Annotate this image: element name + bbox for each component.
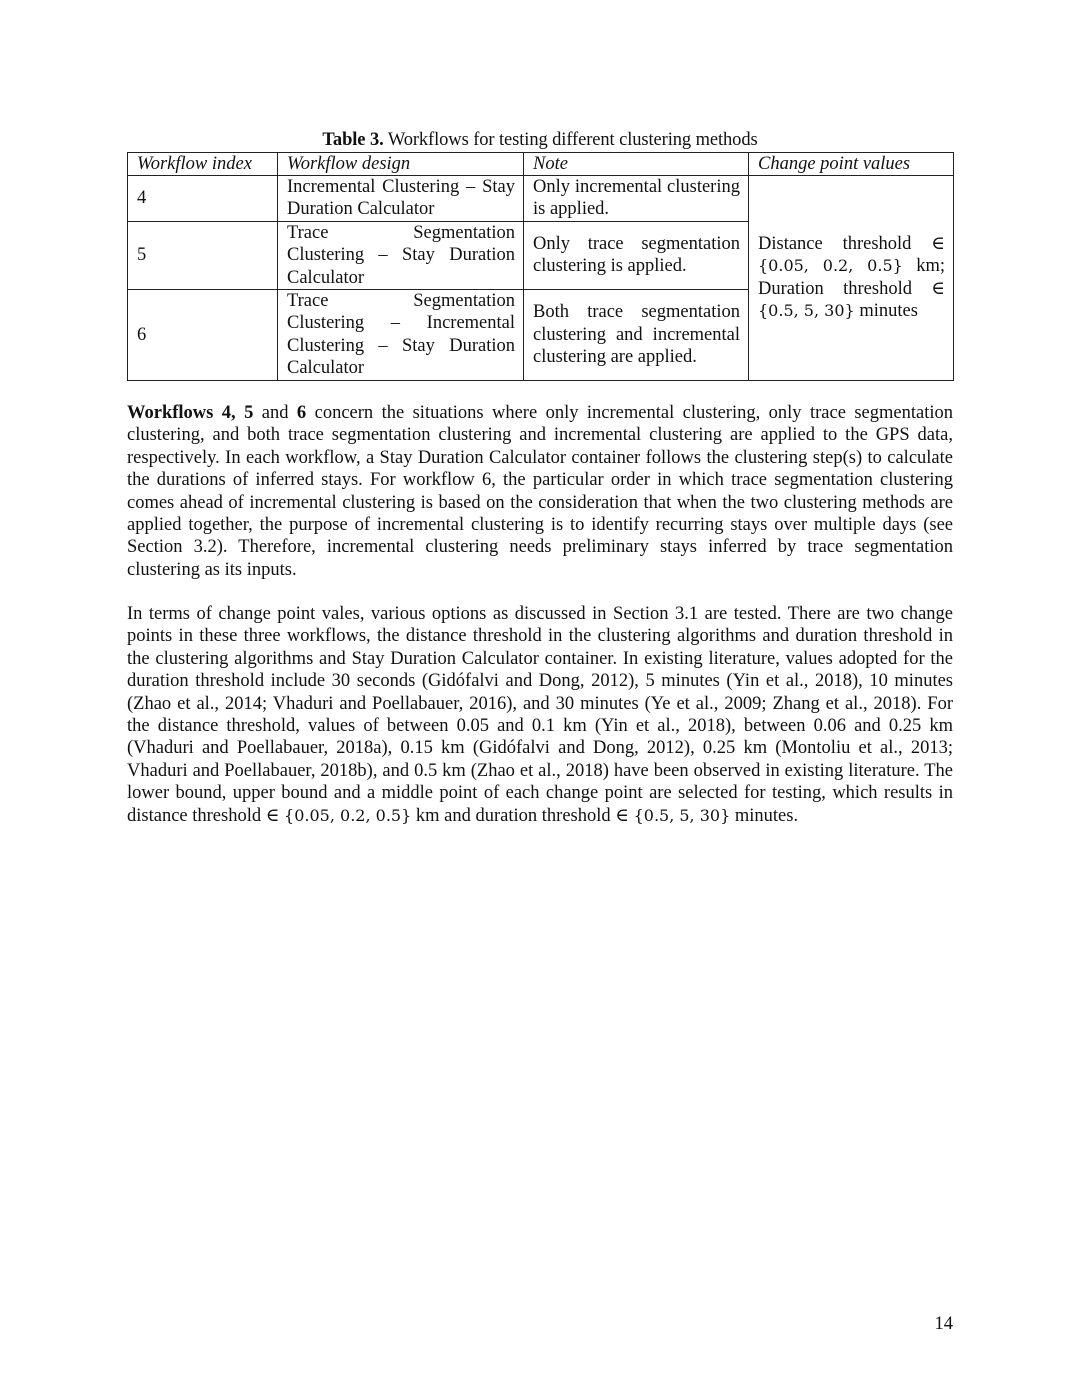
header-workflow-index: Workflow index [128, 153, 278, 176]
duration-threshold-label: Duration threshold ∈ [758, 278, 945, 299]
cell-workflow-design: Incremental Clustering – Stay Duration Calculator [278, 176, 524, 222]
paragraph-workflows [127, 402, 953, 581]
header-workflow-design: Workflow design [278, 153, 524, 176]
duration-threshold-unit: minutes [854, 301, 918, 322]
paragraph-lead-bold-2: 6 [296, 403, 307, 423]
cell-workflow-index: 4 [128, 176, 278, 222]
cell-note: Only trace segmentation clustering is applied. [524, 221, 749, 289]
paragraph-body: concern the situations where only incremental clustering, only trace segmentation clustering, and both trace segmentation clustering and incremental clustering are applied to the GPS data, respectively. In each workflow, a Stay Duration Calculator container follows the clustering step(s) to calculate the durations of inferred stays. For workflow 6, the particular order in which trace segmentation clustering comes ahead of incremental clustering is based on the consideration that when the two clustering methods are applied together, the purpose of incremental clustering is to identify recurring stays over multiple days (see Section 3.2). Therefore, incremental clustering needs preliminary stays inferred by trace segmentation clustering as its inputs. [127, 403, 953, 580]
duration-set-inline: {0.5, 5, 30} [633, 805, 731, 825]
paragraph-lead-bold: Workflows 4, 5 [127, 403, 254, 423]
cell-note: Only incremental clustering is applied. [524, 176, 749, 222]
cell-workflow-index: 6 [128, 290, 278, 381]
distance-threshold-unit: km; [902, 256, 946, 277]
distance-threshold-label: Distance threshold ∈ [758, 234, 945, 255]
paragraph-change-points [127, 603, 953, 827]
table-row [128, 176, 954, 222]
header-note: Note [524, 153, 749, 176]
paragraph-body: In terms of change point vales, various options as discussed in Section 3.1 are tested. There are two change points in these three workflows, the distance threshold in the clustering algorithms and duration threshold in the clustering algorithms and Stay Duration Calculator container. In existing literature, values adopted for the duration threshold include 30 seconds (Gidófalvi and Dong, 2012), 5 minutes (Yin et al., 2018), 10 minutes (Zhao et al., 2014; Vhaduri and Poellabauer, 2016), and 30 minutes (Ye et al., 2009; Zhang et al., 2018). For the distance threshold, values of between 0.05 and 0.1 km (Yin et al., 2018), between 0.06 and 0.25 km (Vhaduri and Poellabauer, 2018a), 0.15 km (Gidófalvi and Dong, 2012), 0.25 km (Montoliu et al., 2013; Vhaduri and Poellabauer, 2018b), and 0.5 km (Zhao et al., 2018) have been observed in existing literature. The lower bound, upper bound and a middle point of each change point are selected for testing, which results in distance threshold ∈ [127, 604, 953, 826]
paragraph-lead-and: and [253, 403, 297, 423]
duration-threshold-set: {0.5, 5, 30} [758, 301, 855, 321]
table-caption-text: Workflows for testing different clustering methods [383, 130, 758, 150]
page-number: 14 [934, 1314, 953, 1334]
cell-workflow-design: Trace Segmentation Clustering – Incremental Clustering – Stay Duration Calculator [278, 290, 524, 381]
distance-set-inline: {0.05, 0.2, 0.5} [284, 805, 412, 825]
cell-note: Both trace segmentation clustering and incremental clustering are applied. [524, 290, 749, 381]
table-caption-label: Table 3. [322, 130, 384, 150]
table-header-row [128, 153, 954, 176]
cell-workflow-design: Trace Segmentation Clustering – Stay Duration Calculator [278, 221, 524, 289]
workflow-table [127, 152, 954, 381]
distance-threshold-set: {0.05, 0.2, 0.5} [758, 256, 903, 276]
header-change-point-values: Change point values [749, 153, 954, 176]
paragraph-mid: km and duration threshold ∈ [411, 805, 634, 826]
paragraph-end: minutes. [730, 805, 799, 826]
cell-change-point-values [749, 176, 954, 381]
table-caption [127, 129, 953, 151]
cell-workflow-index: 5 [128, 221, 278, 289]
